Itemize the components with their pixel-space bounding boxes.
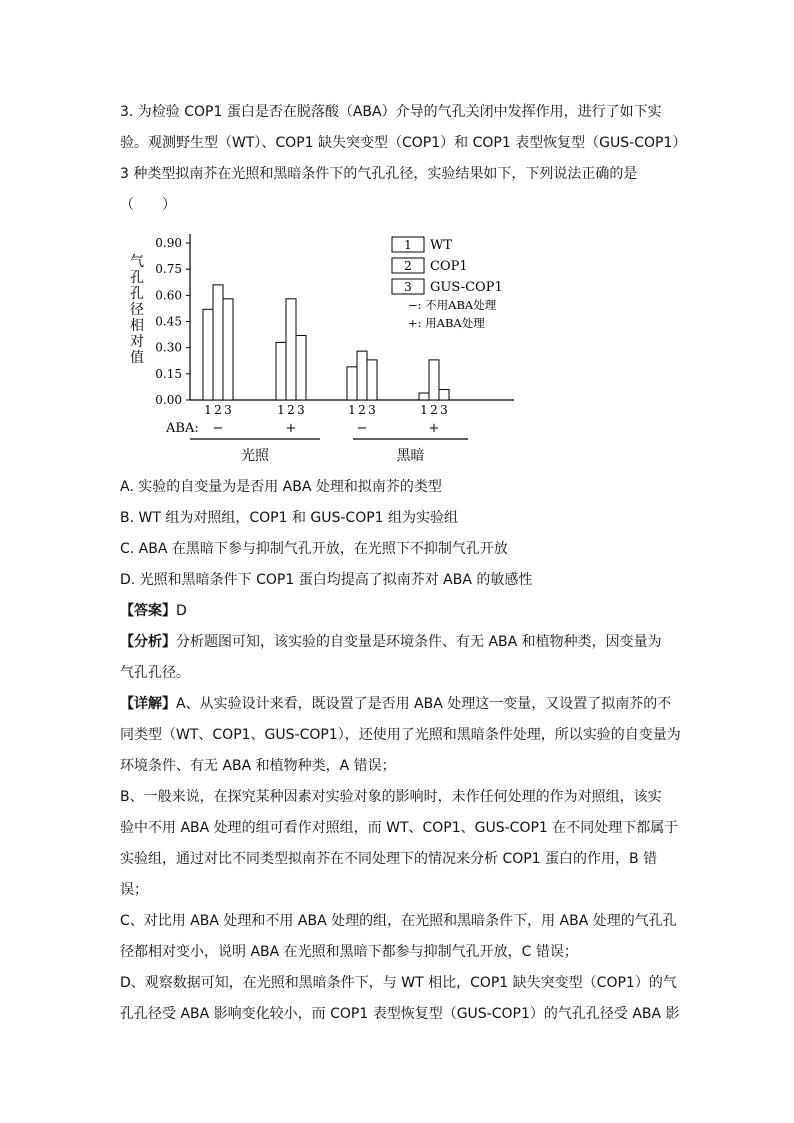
- answer-line: [120, 601, 680, 621]
- bar-1-2: [213, 285, 223, 400]
- y-tick-label: 0.90: [155, 236, 182, 250]
- detail-line-6: 实验组，通过对比不同类型拟南芥在不同处理下的情况来分析 COP1 蛋白的作用，B 错: [120, 851, 658, 867]
- bar-category-label: 2: [214, 403, 222, 417]
- detail-text-1: A、从实验设计来看，既设置了是否用 ABA 处理这一变量，又设置了拟南芥的不: [176, 696, 672, 712]
- bar-3-1: [347, 367, 357, 400]
- detail-tag: 【详解】: [120, 696, 176, 712]
- legend-box-number: 3: [404, 280, 412, 294]
- bar-1-1: [203, 309, 213, 400]
- aba-sign: −: [212, 421, 224, 436]
- legend-label: GUS-COP1: [430, 280, 503, 295]
- aba-sign: +: [285, 421, 297, 436]
- y-tick-label: 0.75: [155, 262, 182, 277]
- bar-category-label: 2: [358, 403, 366, 417]
- bar-category-label: 3: [297, 403, 305, 417]
- detail-line-3: 环境条件、有无 ABA 和植物种类，A 错误；: [120, 758, 396, 774]
- question-line-3: 3 种类型拟南芥在光照和黑暗条件下的气孔孔径，实验结果如下，下列说法正确的是: [120, 166, 638, 182]
- y-tick-label: 0.60: [155, 288, 182, 303]
- aba-sign: +: [428, 421, 440, 436]
- bar-2-1: [276, 342, 286, 400]
- y-axis-label: [130, 254, 144, 366]
- stomata-bar-chart: [110, 226, 530, 476]
- option-c: C. ABA 在黑暗下参与抑制气孔开放，在光照下不抑制气孔开放: [120, 541, 508, 557]
- detail-line-8: C、对比用 ABA 处理和不用 ABA 处理的组，在光照和黑暗条件下，用 ABA 处理的气孔孔: [120, 913, 677, 929]
- bar-1-3: [223, 299, 233, 400]
- option-b: B. WT 组为对照组，COP1 和 GUS-COP1 组为实验组: [120, 510, 459, 526]
- option-a: A. 实验的自变量为是否用 ABA 处理和拟南芥的类型: [120, 479, 442, 495]
- analysis-line-1: [120, 632, 680, 652]
- option-d: D. 光照和黑暗条件下 COP1 蛋白均提高了拟南芥对 ABA 的敏感性: [120, 572, 533, 588]
- bar-4-3: [439, 390, 449, 400]
- bar-category-label: 2: [430, 403, 438, 417]
- answer-tag: 【答案】: [120, 603, 176, 619]
- aba-label: ABA:: [166, 421, 199, 436]
- condition-label: 光照: [241, 448, 269, 464]
- analysis-tag: 【分析】: [120, 634, 176, 650]
- legend-box-number: 2: [404, 259, 412, 273]
- detail-line-10: D、观察数据可知，在光照和黑暗条件下，与 WT 相比，COP1 缺失突变型（COP1）的气: [120, 975, 677, 991]
- bar-category-label: 3: [440, 403, 448, 417]
- legend-box-number: 1: [404, 238, 412, 252]
- question-line-4: （ ）: [120, 197, 176, 213]
- legend-label: COP1: [430, 259, 468, 274]
- bar-category-label: 1: [277, 403, 285, 417]
- analysis-line-2: 气孔孔径。: [120, 665, 190, 681]
- question-line-1: 3. 为检验 COP1 蛋白是否在脱落酸（ABA）介导的气孔关闭中发挥作用，进行了如下实: [120, 104, 662, 120]
- aba-sign: −: [356, 421, 368, 436]
- legend-note: −: 不用ABA处理: [408, 298, 497, 312]
- y-ticks: [155, 236, 190, 407]
- detail-line-7: 误；: [120, 882, 148, 898]
- detail-line-9: 径都相对变小，说明 ABA 在光照和黑暗下都参与抑制气孔开放，C 错误；: [120, 944, 578, 960]
- x-labels: [165, 403, 468, 464]
- detail-line-11: 孔孔径受 ABA 影响变化较小，而 COP1 表型恢复型（GUS-COP1）的气孔孔径受 ABA 影: [120, 1006, 680, 1022]
- y-axis-title: 气孔孔径相对值: [130, 254, 144, 366]
- detail-line-2: 同类型（WT、COP1、GUS-COP1），还使用了光照和黑暗条件处理，所以实验的自变量为: [120, 727, 681, 743]
- answer-value: D: [176, 603, 187, 619]
- bar-4-2: [429, 360, 439, 400]
- detail-line-5: 验中不用 ABA 处理的组可看作对照组，而 WT、COP1、GUS-COP1 在不同处理下都属于: [120, 820, 679, 836]
- bar-3-2: [357, 351, 367, 400]
- detail-line-4: B、一般来说，在探究某种因素对实验对象的影响时，未作任何处理的作为对照组，该实: [120, 789, 662, 805]
- legend-note: +: 用ABA处理: [408, 316, 485, 330]
- analysis-text-1: 分析题图可知，该实验的自变量是环境条件、有无 ABA 和植物种类，因变量为: [176, 634, 662, 650]
- y-tick-label: 0.00: [155, 393, 182, 407]
- bar-category-label: 1: [348, 403, 356, 417]
- bar-category-label: 3: [368, 403, 376, 417]
- bar-3-3: [367, 360, 377, 400]
- bar-category-label: 1: [420, 403, 428, 417]
- bar-category-label: 3: [224, 403, 232, 417]
- y-tick-label: 0.15: [155, 366, 182, 381]
- y-tick-label: 0.45: [155, 314, 182, 329]
- detail-line-1: [120, 694, 680, 714]
- question-line-2: 验。观测野生型（WT）、COP1 缺失突变型（COP1）和 COP1 表型恢复型（GUS-COP1）: [120, 135, 687, 151]
- condition-label: 黑暗: [396, 448, 425, 464]
- legend-label: WT: [430, 238, 453, 253]
- bar-category-label: 2: [287, 403, 295, 417]
- legend: [392, 237, 503, 330]
- bar-2-2: [286, 299, 296, 400]
- y-tick-label: 0.30: [155, 340, 182, 355]
- bar-4-1: [419, 393, 429, 400]
- bar-category-label: 1: [204, 403, 212, 417]
- bar-2-3: [296, 335, 306, 400]
